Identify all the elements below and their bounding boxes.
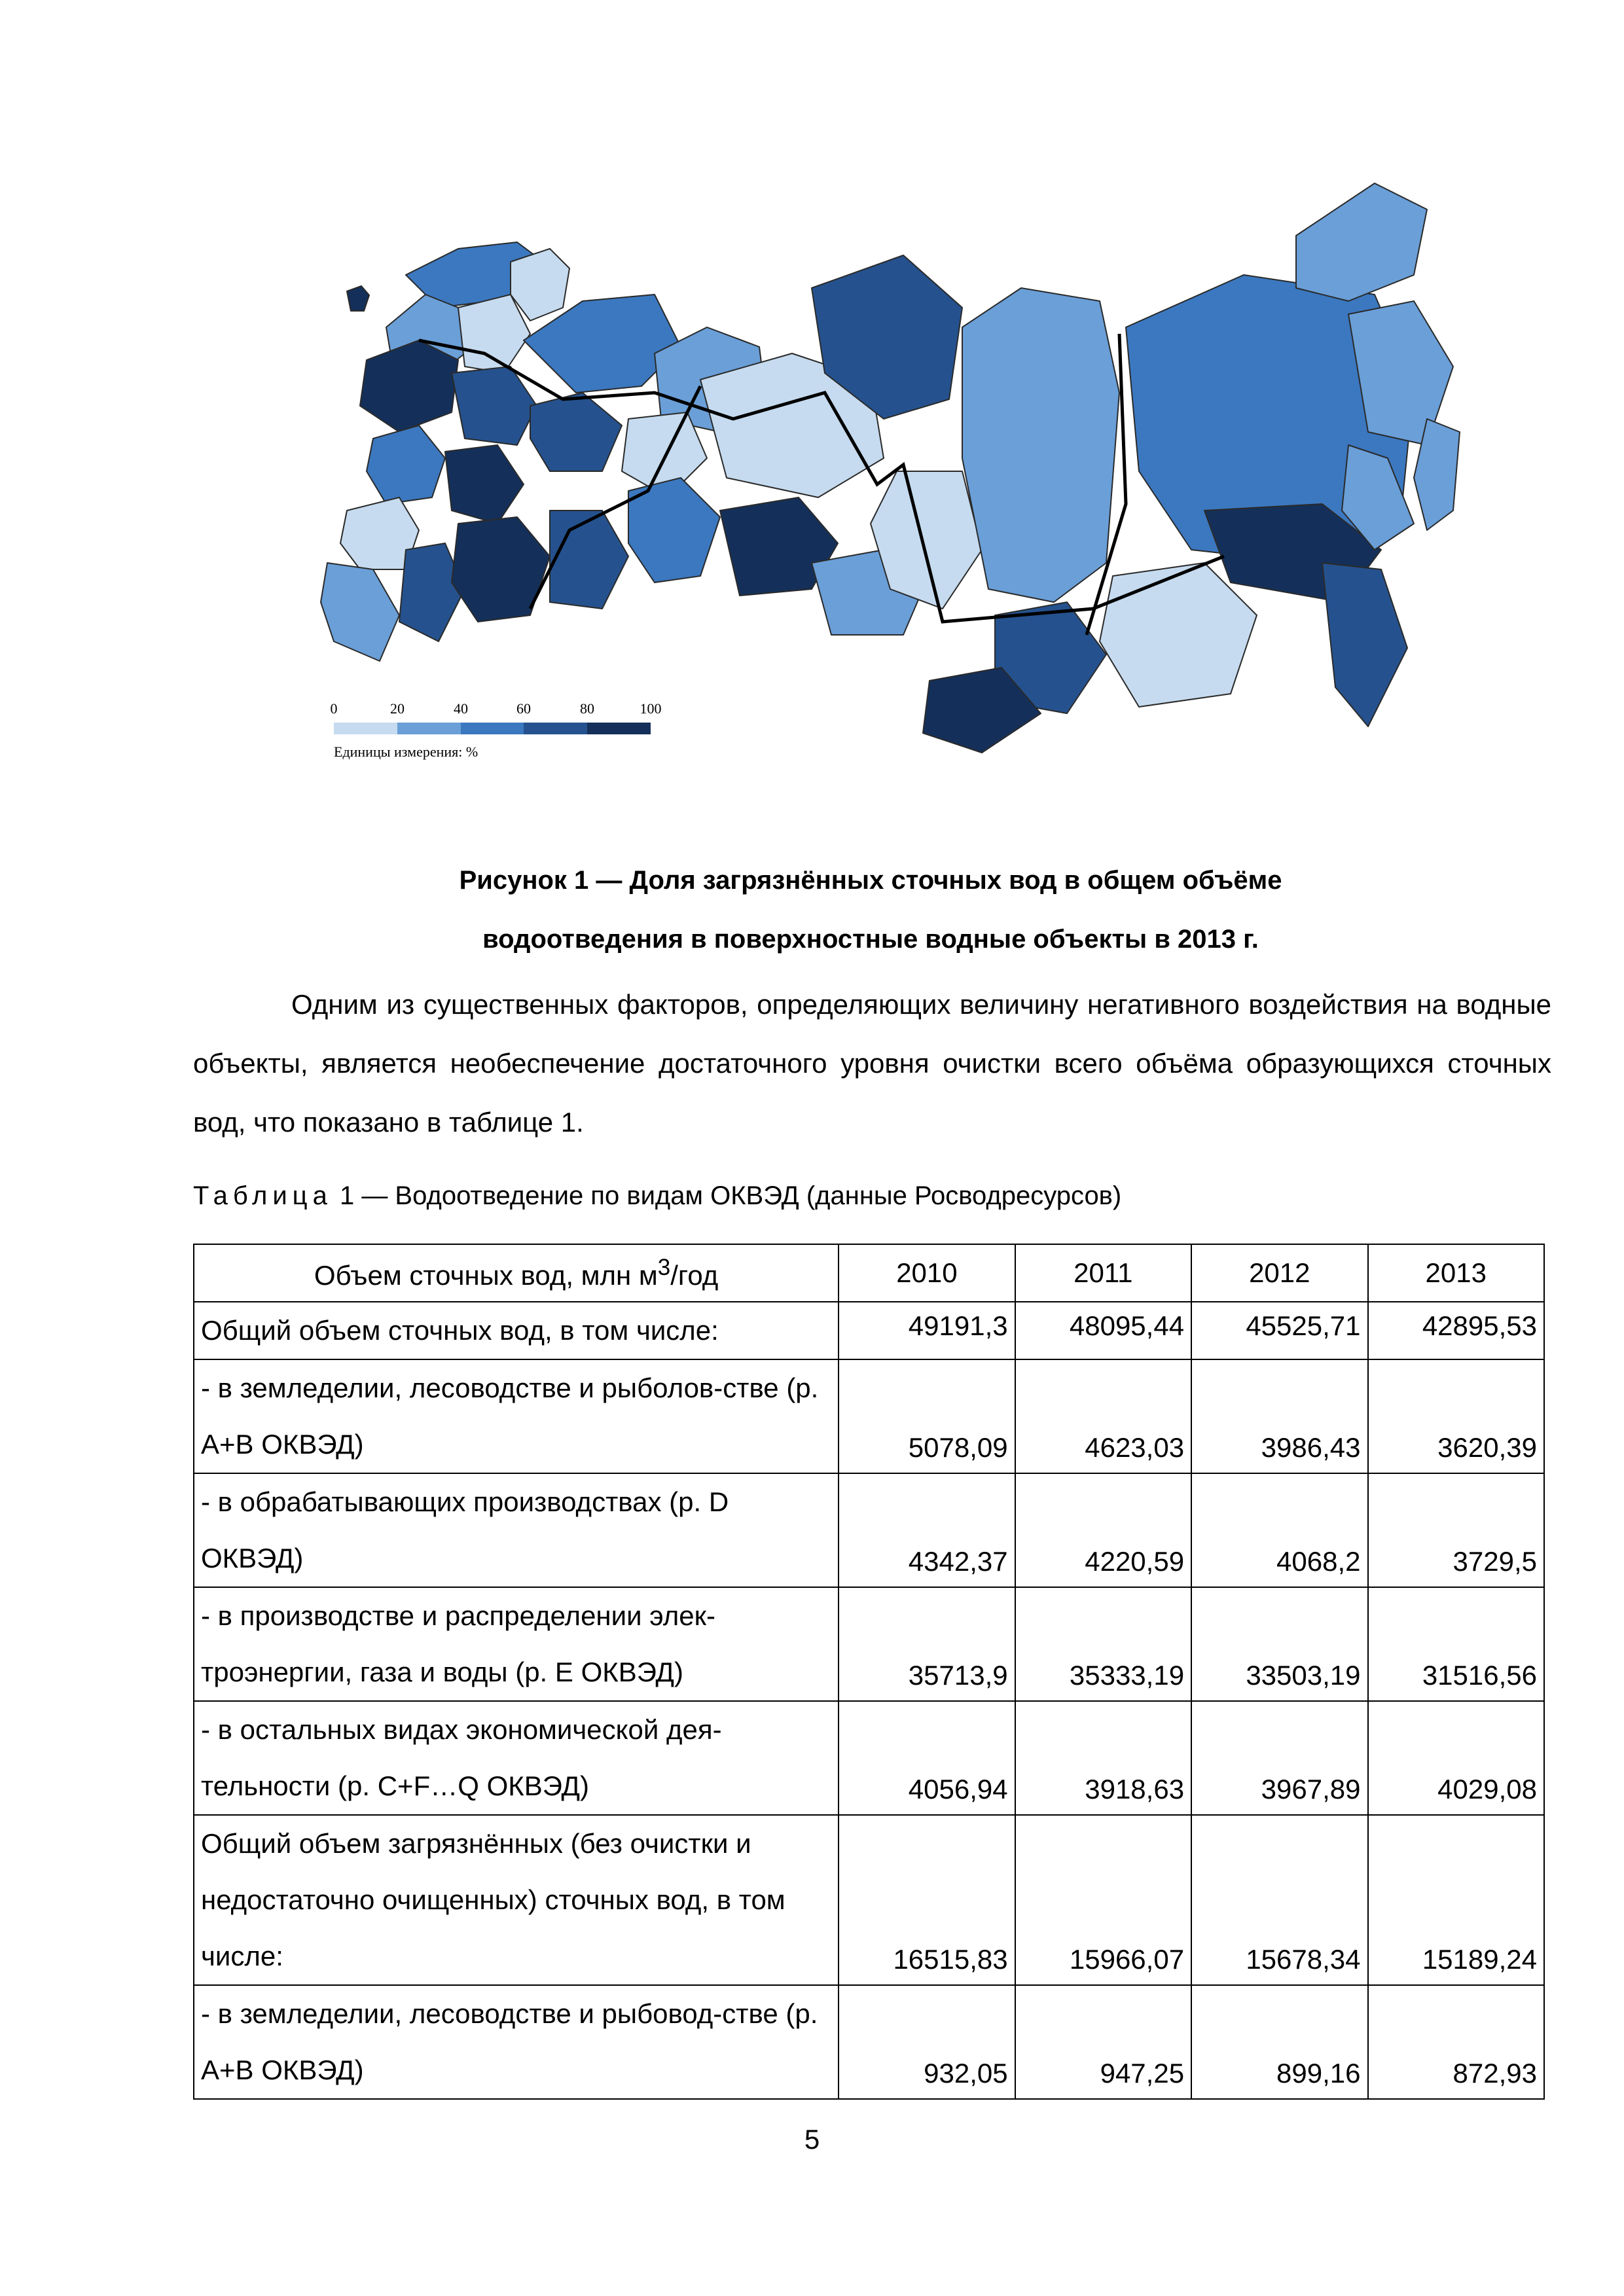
map-region (360, 340, 458, 432)
row-value: 3986,43 (1191, 1359, 1367, 1473)
row-value: 48095,44 (1015, 1302, 1191, 1359)
row-value: 4220,59 (1015, 1473, 1191, 1587)
map-region (550, 511, 628, 609)
table-header-year: 2011 (1015, 1244, 1191, 1302)
table-header-row (194, 1244, 1544, 1302)
row-value: 4623,03 (1015, 1359, 1191, 1473)
legend-swatch (524, 723, 587, 734)
row-value: 42895,53 (1368, 1302, 1545, 1359)
row-value: 15678,34 (1191, 1815, 1367, 1985)
row-value: 3967,89 (1191, 1701, 1367, 1815)
map-region (1322, 563, 1407, 726)
row-label: Общий объем загрязнённых (без очистки и недостаточно очищенных) сточных вод, в том числе: (194, 1815, 839, 1985)
row-value: 3729,5 (1368, 1473, 1545, 1587)
legend-ticks (330, 700, 662, 723)
map-region (530, 393, 622, 471)
caption-line-1: Рисунок 1 — Доля загрязнённых сточных вод в общем объёме (459, 866, 1282, 895)
row-value: 15189,24 (1368, 1815, 1545, 1985)
table-row (194, 1473, 1544, 1587)
map-region (321, 563, 399, 661)
map-region (1100, 563, 1257, 707)
row-value: 872,93 (1368, 1985, 1545, 2099)
header-label-text: Объем сточных вод, млн м (314, 1260, 658, 1291)
row-value: 4068,2 (1191, 1473, 1367, 1587)
table-title-prefix: Таблица (193, 1181, 333, 1210)
table-row (194, 1815, 1544, 1985)
row-label: - в земледелии, лесоводстве и рыболов-стве (р. А+В ОКВЭД) (194, 1359, 839, 1473)
row-label: - в производстве и распределении элек-троэнергии, газа и воды (р. Е ОКВЭД) (194, 1587, 839, 1701)
table-header-year: 2013 (1368, 1244, 1545, 1302)
row-value: 35713,9 (839, 1587, 1015, 1701)
row-value: 49191,3 (839, 1302, 1015, 1359)
row-label: - в остальных видах экономической дея-тельности (р. С+F…Q ОКВЭД) (194, 1701, 839, 1815)
map-region (511, 249, 569, 321)
row-value: 3918,63 (1015, 1701, 1191, 1815)
table-header-year: 2010 (839, 1244, 1015, 1302)
row-value: 45525,71 (1191, 1302, 1367, 1359)
header-label-tail: /год (670, 1260, 719, 1291)
table-header-label (194, 1244, 839, 1302)
legend-swatch (461, 723, 524, 734)
row-value: 33503,19 (1191, 1587, 1367, 1701)
header-label-sup: 3 (657, 1255, 671, 1280)
row-label: - в земледелии, лесоводстве и рыбовод-стве (р. А+В ОКВЭД) (194, 1985, 839, 2099)
legend-swatch (334, 723, 397, 734)
row-value: 31516,56 (1368, 1587, 1545, 1701)
map-region (367, 425, 445, 504)
row-value: 4056,94 (839, 1701, 1015, 1815)
row-value: 947,25 (1015, 1985, 1191, 2099)
legend-color-bar (334, 723, 651, 734)
row-value: 5078,09 (839, 1359, 1015, 1473)
row-label: Общий объем сточных вод, в том числе: (194, 1302, 839, 1359)
row-value: 899,16 (1191, 1985, 1367, 2099)
table-row (194, 1302, 1544, 1359)
legend-tick: 80 (580, 700, 594, 717)
row-value: 3620,39 (1368, 1359, 1545, 1473)
legend-tick: 20 (390, 700, 405, 717)
table-row (194, 1701, 1544, 1815)
map-region (445, 445, 524, 524)
legend-swatch (397, 723, 461, 734)
paragraph-text: Одним из существенных факторов, определяющих величину негативного воздействия на водные объекты, является необеспечение достаточного уровня очистки всего объёма образующихся сточных вод, что показано в таблице 1. (193, 989, 1551, 1138)
map-region (452, 517, 550, 622)
table-row (194, 1985, 1544, 2099)
table-row (194, 1587, 1544, 1701)
row-label: - в обрабатывающих производствах (р. D ОКВЭД) (194, 1473, 839, 1587)
legend-tick: 60 (516, 700, 531, 717)
map-legend (330, 700, 662, 761)
legend-tick: 100 (640, 700, 662, 717)
page-number: 5 (804, 2124, 820, 2155)
row-value: 932,05 (839, 1985, 1015, 2099)
legend-swatch (587, 723, 651, 734)
table-row (194, 1359, 1544, 1473)
table-title-text: 1 — Водоотведение по видам ОКВЭД (данные Росводресурсов) (332, 1181, 1122, 1210)
legend-tick: 40 (454, 700, 468, 717)
table-header-year: 2012 (1191, 1244, 1367, 1302)
body-paragraph (193, 975, 1551, 1152)
row-value: 16515,83 (839, 1815, 1015, 1985)
figure-caption (190, 851, 1551, 969)
legend-unit-label: Единицы измерения: % (334, 744, 478, 760)
data-table (193, 1244, 1545, 2100)
row-value: 15966,07 (1015, 1815, 1191, 1985)
legend-tick: 0 (330, 700, 338, 717)
map-region (1296, 183, 1427, 301)
row-value: 35333,19 (1015, 1587, 1191, 1701)
table-title (193, 1181, 1121, 1211)
map-region (962, 288, 1119, 602)
caption-line-2: водоотведения в поверхностные водные объекты в 2013 г. (482, 925, 1259, 954)
map-region (347, 286, 369, 311)
row-value: 4029,08 (1368, 1701, 1545, 1815)
row-value: 4342,37 (839, 1473, 1015, 1587)
